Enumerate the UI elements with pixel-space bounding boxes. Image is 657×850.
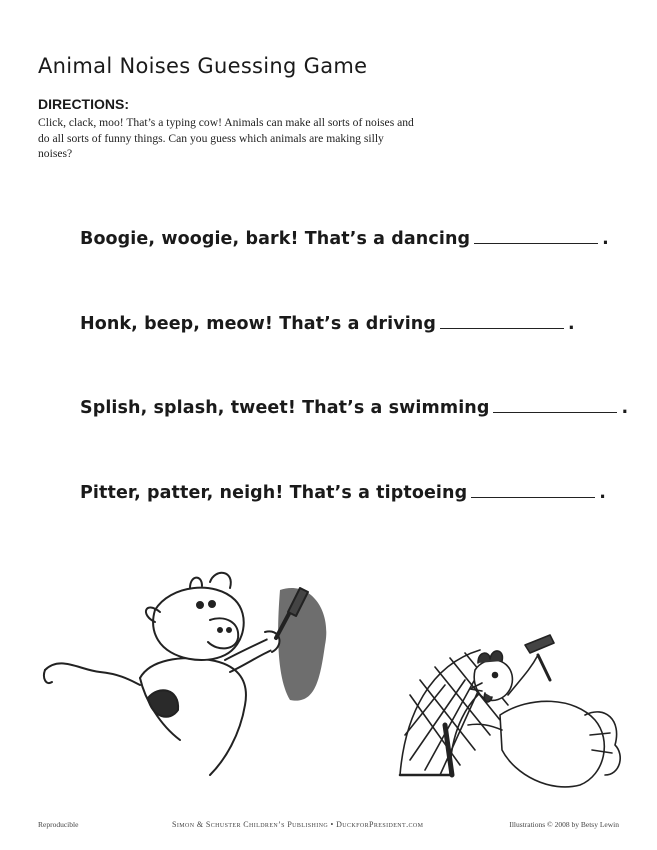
footer-publisher: Simon & Schuster Children’s Publishing • DuckforPresident.com	[172, 820, 424, 829]
prompt-text: Boogie, woogie, bark! That’s a dancing	[80, 229, 471, 249]
prompt-line-2	[80, 314, 575, 334]
painting-cow-illustration	[40, 560, 340, 780]
prompt-line-4	[80, 483, 606, 503]
answer-blank[interactable]	[440, 316, 564, 329]
answer-blank[interactable]	[493, 400, 617, 413]
page-title: Animal Noises Guessing Game	[38, 54, 368, 78]
prompt-text: Pitter, patter, neigh! That’s a tiptoeing	[80, 483, 468, 503]
footer-credits: Illustrations © 2008 by Betsy Lewin	[509, 820, 619, 829]
chicken-fence-illustration	[390, 625, 630, 795]
prompt-period: .	[599, 483, 606, 503]
prompt-period: .	[602, 229, 609, 249]
prompt-text: Splish, splash, tweet! That’s a swimming	[80, 398, 490, 418]
prompt-line-3	[80, 398, 628, 418]
answer-blank[interactable]	[471, 485, 595, 498]
answer-blank[interactable]	[474, 231, 598, 244]
directions-heading: DIRECTIONS:	[38, 96, 129, 112]
prompt-period: .	[621, 398, 629, 418]
prompt-period: .	[567, 314, 575, 334]
directions-text: Click, clack, moo! That’s a typing cow! Animals can make all sorts of noises and do all sorts of funny things. Can you guess which animals are making silly noises?	[38, 116, 414, 160]
footer-reproducible: Reproducible	[38, 820, 79, 829]
prompt-line-1	[80, 229, 609, 249]
prompt-text: Honk, beep, meow! That’s a driving	[80, 314, 436, 334]
